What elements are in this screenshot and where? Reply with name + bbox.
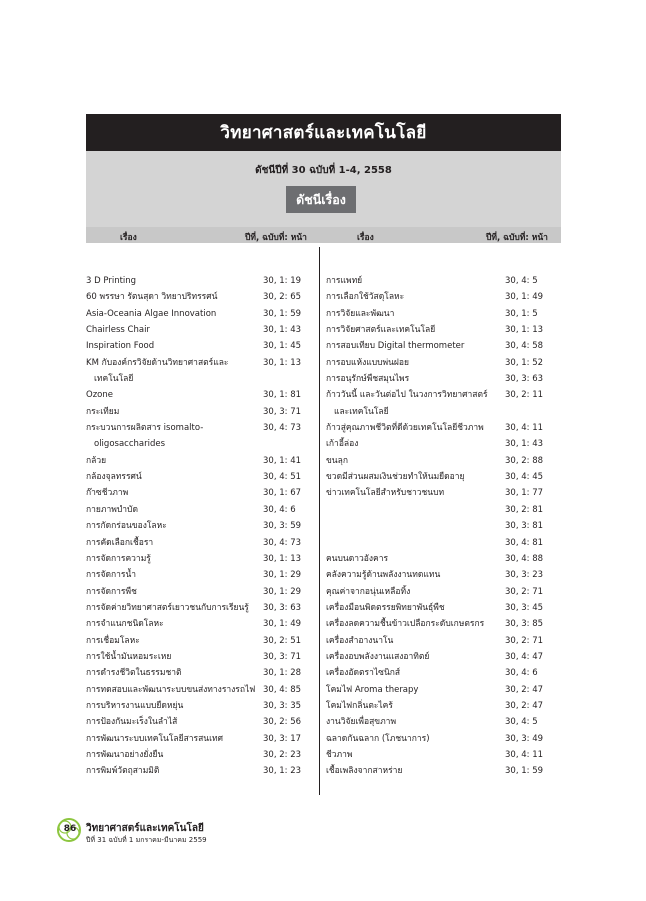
index-entry [326, 731, 561, 747]
entry-title-line: การดำรงชีวิตในธรรมชาติ [86, 668, 182, 679]
index-entry [86, 420, 315, 453]
entry-title [326, 485, 505, 501]
entry-title-line: Ozone [86, 390, 113, 401]
entry-title-line: การแพทย์ [326, 276, 363, 286]
entry-title-line: เครื่องสำอางนาโน [326, 635, 394, 646]
index-entry [86, 469, 315, 485]
entry-title-line: การอบแห้งแบบพ่นฝอย [326, 357, 409, 368]
index-entry [86, 649, 315, 665]
footer-issue-info: ปีที่ 31 ฉบับที่ 1 มกราคม-มีนาคม 2559 [86, 836, 207, 844]
entry-title [86, 469, 263, 485]
entry-reference: 30, 3: 35 [263, 700, 302, 711]
entry-reference: 30, 2: 71 [505, 586, 544, 597]
left-index-column [86, 273, 315, 780]
entry-reference: 30, 2: 47 [505, 700, 544, 711]
entry-title-line: Inspiration Food [86, 341, 155, 352]
index-entry [326, 338, 561, 354]
index-entry [86, 731, 315, 747]
entry-title-line: กระเทียม [86, 406, 120, 417]
entry-reference: 30, 3: 71 [263, 651, 302, 662]
entry-title-continuation: และเทคโนโลยี [334, 406, 389, 417]
entry-reference: 30, 1: 77 [505, 488, 544, 499]
entry-title-line: การวิจัยศาสตร์และเทคโนโลยี [326, 325, 436, 336]
entry-reference: 30, 1: 67 [263, 488, 302, 499]
entry-title [86, 306, 263, 322]
entry-reference: 30, 3: 23 [505, 570, 544, 581]
entry-title [86, 289, 263, 305]
entry-reference: 30, 4: 47 [505, 651, 544, 662]
entry-reference: 30, 2: 51 [263, 635, 302, 646]
index-entry [326, 535, 561, 551]
entry-title-line: เครื่องมือนพิดตรรยพิทยาพันธุ์พืช [326, 602, 445, 613]
entry-title [86, 616, 263, 632]
index-entry [326, 355, 561, 371]
entry-title [326, 551, 505, 567]
entry-title [326, 600, 505, 616]
entry-title-line: การเลือกใช้วัสดุโลหะ [326, 292, 405, 303]
index-entry [326, 322, 561, 338]
entry-title-line: ขนลุก [326, 455, 348, 466]
index-entry [86, 453, 315, 469]
index-entry [86, 387, 315, 403]
entry-title [86, 404, 263, 420]
entry-title-line: เครื่องอัดตราไซนิกส์ [326, 668, 401, 679]
index-entry [86, 338, 315, 354]
index-entry [326, 633, 561, 649]
entry-title-line: เครื่องลดความชื้นข้าวเปลือกระดับเกษตรกร [326, 619, 485, 630]
entry-title [86, 567, 263, 583]
entry-title [326, 633, 505, 649]
index-entry [326, 584, 561, 600]
index-entry [326, 273, 561, 289]
entry-title-continuation: เทคโนโลยี [94, 374, 134, 385]
entry-title-line: การบริหารงานแบบยืดหยุ่น [86, 700, 184, 711]
index-entry [326, 763, 561, 779]
entry-title-line: กระบวนการผลิตสาร isomalto- [86, 423, 204, 434]
entry-title [326, 420, 505, 436]
index-entry [326, 387, 561, 420]
entry-title-line: การใช้น้ำมันหอมระเหย [86, 651, 172, 662]
entry-reference: 30, 3: 59 [263, 521, 302, 532]
entry-title [326, 584, 505, 600]
entry-title [326, 469, 505, 485]
entry-title-line: เครื่องอบพลังงานแสงอาทิตย์ [326, 651, 430, 662]
entry-title [86, 714, 263, 730]
entry-reference: 30, 2: 71 [505, 635, 544, 646]
entry-title [326, 338, 505, 354]
entry-reference: 30, 1: 13 [263, 553, 302, 564]
entry-title [326, 306, 505, 322]
entry-title-line: การเชื่อมโลหะ [86, 635, 140, 646]
index-entry [326, 485, 561, 501]
index-entry [86, 747, 315, 763]
entry-reference: 30, 2: 47 [505, 684, 544, 695]
index-entry [326, 289, 561, 305]
index-entry [326, 567, 561, 583]
index-entry [86, 306, 315, 322]
entry-reference: 30, 4: 5 [505, 717, 538, 728]
index-entry [86, 322, 315, 338]
index-entry [86, 355, 315, 388]
entry-reference: 30, 1: 49 [263, 619, 302, 630]
entry-title-line: การกัดกร่อนของโลหะ [86, 521, 167, 532]
entry-title [86, 485, 263, 501]
entry-title [86, 387, 263, 403]
entry-title [86, 600, 263, 616]
index-entry [86, 289, 315, 305]
index-entry [326, 306, 561, 322]
entry-title [86, 518, 263, 534]
right-topic-header: เรื่อง [357, 233, 374, 243]
index-entry [326, 747, 561, 763]
entry-reference: 30, 4: 6 [505, 668, 538, 679]
entry-reference: 30, 4: 81 [505, 537, 544, 548]
entry-title [326, 453, 505, 469]
entry-title-line: Chairless Chair [86, 325, 150, 336]
index-entry [326, 649, 561, 665]
entry-title [86, 747, 263, 763]
index-entry [326, 453, 561, 469]
column-header-row [86, 227, 561, 243]
entry-title-line: ข่าวเทคโนโลยีสำหรับชาวชนบท [326, 488, 445, 499]
banner-title: วิทยาศาสตร์และเทคโนโลยี [220, 123, 427, 143]
entry-reference: 30, 1: 23 [263, 766, 302, 777]
index-entry [86, 698, 315, 714]
index-subtitle: ดัชนีปีที่ 30 ฉบับที่ 1-4, 2558 [255, 165, 392, 176]
entry-reference: 30, 1: 45 [263, 341, 302, 352]
entry-reference: 30, 1: 5 [505, 308, 538, 319]
index-entry [326, 420, 561, 436]
entry-reference: 30, 1: 81 [263, 390, 302, 401]
entry-title-line: คนบนดาวอังคาร [326, 553, 389, 564]
entry-title-line: 60 พรรษา รัตนสุดา วิทยาปริทรรศน์ [86, 292, 218, 303]
entry-title-line: การคัดเลือกเชื้อรา [86, 537, 154, 548]
entry-title [86, 763, 263, 779]
entry-title [326, 387, 505, 420]
index-entry [326, 714, 561, 730]
entry-title-line: ก้าวสู่คุณภาพชีวิตที่ดีด้วยเทคโนโลยีชีวภาพ [326, 423, 484, 434]
entry-reference: 30, 4: 51 [263, 472, 302, 483]
entry-reference: 30, 3: 45 [505, 602, 544, 613]
entry-title [326, 747, 505, 763]
entry-title-line: การป้องกันมะเร็งในลำไส้ [86, 717, 178, 728]
entry-title-line: ฉลาดกันฉลาก (โภชนาการ) [326, 733, 430, 744]
entry-title-line: ชีวภาพ [326, 749, 353, 760]
entry-title-line: การจัดการน้ำ [86, 570, 137, 581]
entry-title-line: การจัดการความรู้ [86, 553, 151, 564]
entry-title [326, 698, 505, 714]
index-entry [86, 763, 315, 779]
index-entry [86, 273, 315, 289]
entry-title [326, 273, 505, 289]
page-number: 86 [63, 824, 77, 834]
index-entry [86, 616, 315, 632]
entry-title-line: กายภาพบำบัด [86, 504, 138, 515]
entry-title [326, 322, 505, 338]
left-ref-header: ปีที่, ฉบับที่: หน้า [245, 233, 307, 243]
entry-title [86, 338, 263, 354]
index-entry [326, 698, 561, 714]
entry-reference: 30, 2: 23 [263, 749, 302, 760]
left-topic-header: เรื่อง [120, 233, 137, 243]
entry-reference: 30, 4: 85 [263, 684, 302, 695]
entry-title-line: การวิจัยและพัฒนา [326, 308, 395, 319]
entry-title-line: โคมไฟ Aroma therapy [326, 684, 419, 695]
column-divider [319, 247, 320, 795]
entry-title [326, 665, 505, 681]
index-entry [86, 485, 315, 501]
entry-title [86, 420, 263, 453]
entry-title [86, 682, 263, 698]
entry-reference: 30, 4: 6 [263, 504, 296, 515]
entry-title-line: การจำแนกชนิดโลหะ [86, 619, 164, 630]
entry-title [326, 682, 505, 698]
entry-title-line: 3 D Printing [86, 276, 137, 286]
entry-title [326, 289, 505, 305]
entry-title-line: เก้าอี้ล่อง [326, 439, 359, 450]
entry-reference: 30, 1: 59 [263, 308, 302, 319]
entry-reference: 30, 2: 81 [505, 504, 544, 515]
entry-reference: 30, 4: 45 [505, 472, 544, 483]
entry-reference: 30, 1: 43 [505, 439, 544, 450]
entry-title-line: การทดสอบและพัฒนาระบบขนส่งทางรางรถไฟ [86, 684, 256, 695]
index-entry [326, 600, 561, 616]
entry-title [86, 698, 263, 714]
index-entry [86, 600, 315, 616]
entry-title-line: Asia-Oceania Algae Innovation [86, 308, 217, 319]
right-ref-header: ปีที่, ฉบับที่: หน้า [486, 233, 548, 243]
entry-title-line: ก้าววันนี้ และวันต่อไป ในวงการวิทยาศาสตร์ [326, 390, 488, 401]
index-entry [86, 551, 315, 567]
index-entry [326, 616, 561, 632]
entry-reference: 30, 4: 5 [505, 276, 538, 286]
entry-reference: 30, 2: 88 [505, 455, 544, 466]
entry-title-line: เชื้อเพลิงจากสาหร่าย [326, 766, 403, 777]
entry-title [86, 665, 263, 681]
entry-reference: 30, 3: 63 [505, 374, 544, 385]
index-entry [326, 469, 561, 485]
entry-title [86, 731, 263, 747]
right-index-column [326, 273, 561, 780]
entry-title [326, 714, 505, 730]
entry-title-line: คุณค่าจากอนุ่นเหลือทิ้ง [326, 586, 411, 597]
entry-reference: 30, 4: 11 [505, 423, 544, 434]
index-entry [86, 584, 315, 600]
entry-title [86, 502, 263, 518]
entry-title [86, 535, 263, 551]
entry-title [326, 355, 505, 371]
entry-title [326, 436, 505, 452]
entry-title-line: การสอบเทียบ Digital thermometer [326, 341, 465, 352]
index-entry [86, 665, 315, 681]
entry-title [86, 584, 263, 600]
index-entry [86, 567, 315, 583]
entry-reference: 30, 1: 29 [263, 586, 302, 597]
entry-title-line: การพัฒนาอย่างยั่งยืน [86, 749, 164, 760]
entry-reference: 30, 3: 63 [263, 602, 302, 613]
entry-reference: 30, 1: 41 [263, 455, 302, 466]
entry-title [326, 649, 505, 665]
entry-title-line: คลังความรู้ด้านพลังงานทดแทน [326, 570, 441, 581]
entry-title [326, 616, 505, 632]
entry-reference: 30, 2: 65 [263, 292, 302, 303]
entry-title-line: ขวดมีส่วนผสมเงินช่วยทำให้นมยืดอายุ [326, 472, 465, 483]
index-entry [326, 436, 561, 452]
entry-title-line: โคมไฟกลิ่นตะไคร้ [326, 700, 393, 711]
index-entry [326, 665, 561, 681]
index-entry [326, 502, 561, 518]
entry-title [86, 355, 263, 388]
index-entry [86, 714, 315, 730]
index-entry [326, 371, 561, 387]
index-entry [86, 633, 315, 649]
entry-title [326, 731, 505, 747]
entry-reference: 30, 2: 11 [505, 390, 544, 401]
index-entry [326, 682, 561, 698]
entry-reference: 30, 4: 73 [263, 423, 302, 434]
entry-reference: 30, 1: 43 [263, 325, 302, 336]
entry-reference: 30, 3: 17 [263, 733, 302, 744]
index-entry [86, 404, 315, 420]
entry-title-line: กล้องจุลทรรศน์ [86, 472, 142, 483]
entry-reference: 30, 4: 88 [505, 553, 544, 564]
entry-title-line: KM กับองค์กรวิจัยด้านวิทยาศาสตร์และ [86, 357, 229, 368]
entry-reference: 30, 2: 56 [263, 717, 302, 728]
entry-title-line: การพัฒนาระบบเทคโนโลยีสารสนเทศ [86, 733, 224, 744]
entry-reference: 30, 1: 29 [263, 570, 302, 581]
entry-reference: 30, 1: 28 [263, 668, 302, 679]
entry-reference: 30, 3: 81 [505, 521, 544, 532]
entry-title [86, 633, 263, 649]
index-entry [326, 518, 561, 534]
entry-title [326, 763, 505, 779]
entry-reference: 30, 1: 19 [263, 276, 302, 286]
entry-reference: 30, 3: 71 [263, 406, 302, 417]
entry-title-continuation: oligosaccharides [94, 439, 166, 450]
index-entry [86, 502, 315, 518]
entry-reference: 30, 1: 13 [263, 357, 302, 368]
index-entry [86, 535, 315, 551]
entry-title [86, 322, 263, 338]
footer-journal-title: วิทยาศาสตร์และเทคโนโลยี [86, 823, 204, 834]
entry-title [86, 453, 263, 469]
entry-title [326, 371, 505, 387]
entry-reference: 30, 1: 59 [505, 766, 544, 777]
entry-title [326, 567, 505, 583]
entry-reference: 30, 4: 58 [505, 341, 544, 352]
subject-index-label [286, 186, 356, 213]
index-entry [326, 551, 561, 567]
entry-reference: 30, 1: 49 [505, 292, 544, 303]
index-entry [86, 518, 315, 534]
entry-reference: 30, 4: 11 [505, 749, 544, 760]
entry-title-line: กล้วย [86, 455, 107, 466]
entry-reference: 30, 3: 85 [505, 619, 544, 630]
entry-reference: 30, 1: 13 [505, 325, 544, 336]
entry-title-line: การอนุรักษ์พืชสมุนไพร [326, 374, 410, 385]
entry-title [86, 649, 263, 665]
entry-title [86, 551, 263, 567]
entry-reference: 30, 4: 73 [263, 537, 302, 548]
index-entry [86, 682, 315, 698]
entry-title-line: ก๊าซชีวภาพ [86, 488, 129, 499]
subject-index-text: ดัชนีเรื่อง [296, 191, 346, 207]
entry-reference: 30, 1: 52 [505, 357, 544, 368]
entry-reference: 30, 3: 49 [505, 733, 544, 744]
entry-title-line: การพิมพ์วัตถุสามมิติ [86, 766, 160, 777]
entry-title-line: งานวิจัยเพื่อสุขภาพ [326, 717, 397, 728]
entry-title-line: การจัดค่ายวิทยาศาสตร์เยาวชนกับการเรียนรู้ [86, 602, 249, 613]
entry-title [86, 273, 263, 289]
section-banner [86, 114, 561, 151]
entry-title-line: การจัดการพืช [86, 586, 137, 597]
